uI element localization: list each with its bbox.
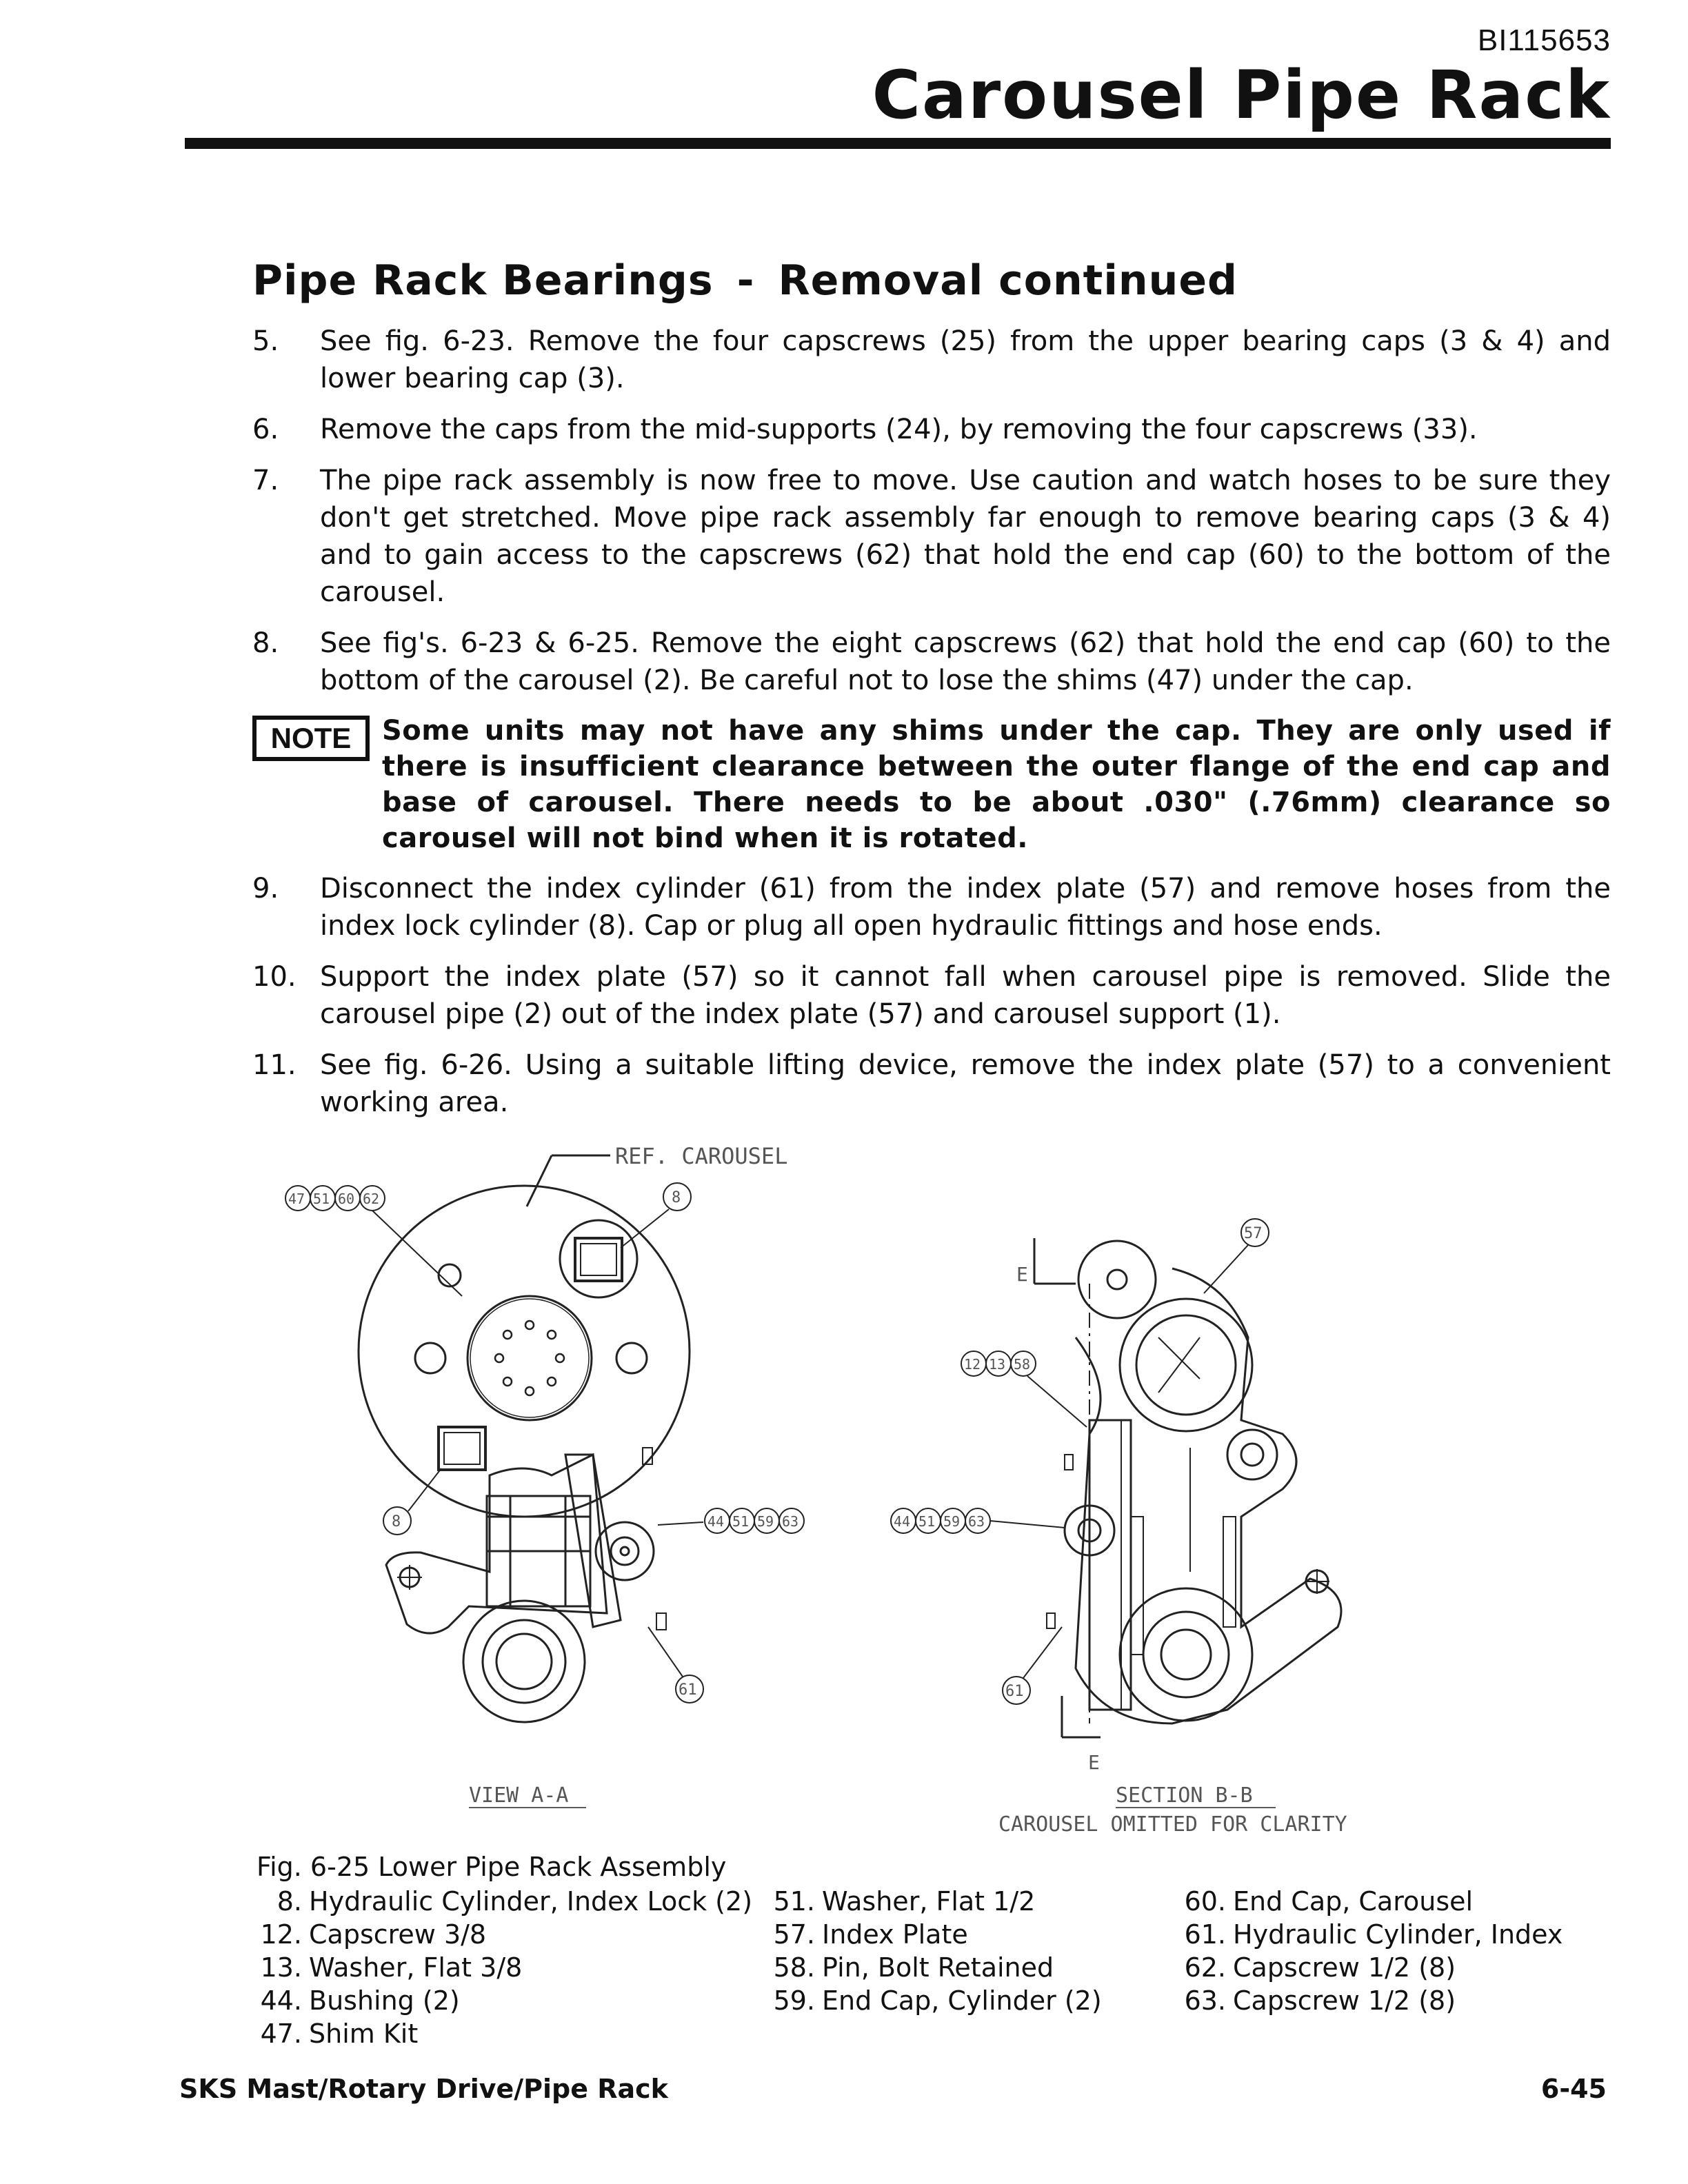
part-number: 12. (260, 1919, 302, 1950)
parts-item (770, 1918, 1102, 1951)
part-number: 62. (1184, 1952, 1226, 1983)
title-rule (185, 138, 1611, 149)
note-label: NOTE (252, 716, 370, 761)
step-number: 5. (252, 325, 279, 357)
callout-61-a: 61 (679, 1681, 697, 1699)
part-number: 57. (773, 1919, 815, 1950)
procedure-steps (252, 323, 1611, 1135)
callout-8-top: 8 (672, 1189, 681, 1206)
parts-item (770, 1984, 1102, 2017)
section-heading-separator: - (736, 256, 755, 305)
parts-item (257, 1984, 752, 2017)
parts-item (1180, 1951, 1563, 1984)
part-desc: Capscrew 1/2 (8) (1233, 1985, 1456, 2016)
step-10 (252, 958, 1611, 1033)
callout-44: 44 (707, 1513, 725, 1530)
section-heading-left: Pipe Rack Bearings (252, 256, 714, 305)
view-a-drawing (285, 1143, 804, 1808)
parts-item (257, 1885, 752, 1918)
part-desc: Pin, Bolt Retained (822, 1952, 1054, 1983)
callout-63: 63 (968, 1513, 985, 1530)
section-b-label: SECTION B-B (1116, 1783, 1253, 1808)
parts-item (1180, 1984, 1563, 2017)
part-desc: Washer, Flat 3/8 (309, 1952, 523, 1983)
step-text: See fig's. 6-23 & 6-25. Remove the eight capscrews (62) that hold the end cap (60) to the bottom of the carousel (2). Be careful not to lose the shims (47) under the cap. (320, 627, 1611, 696)
step-number: 6. (252, 414, 279, 445)
callout-61-b: 61 (1005, 1683, 1024, 1700)
section-e-top: E (1016, 1263, 1028, 1286)
callout-58: 58 (1014, 1356, 1031, 1373)
parts-list-col-1 (257, 1885, 752, 2050)
step-number: 11. (252, 1049, 297, 1081)
note-text: Some units may not have any shims under the cap. They are only used if there is insufficient clearance between the outer flange of the end cap and base of carousel. There needs to be about .030" (.76mm) clearance so carousel will not bind when it is rotated. (382, 715, 1611, 854)
part-desc: Index Plate (822, 1919, 968, 1950)
step-number: 10. (252, 961, 297, 993)
step-text: Remove the caps from the mid-supports (24), by removing the four capscrews (33). (320, 414, 1478, 445)
callout-group-b2 (961, 1351, 1087, 1427)
step-5 (252, 323, 1611, 397)
section-heading-right: Removal continued (778, 256, 1238, 305)
part-desc: Washer, Flat 1/2 (822, 1886, 1036, 1917)
part-desc: Hydraulic Cylinder, Index Lock (2) (309, 1886, 753, 1917)
footer-page-number: 6-45 (1540, 2074, 1607, 2104)
step-text: Disconnect the index cylinder (61) from the index plate (57) and remove hoses from the index lock cylinder (8). Cap or plug all open hydraulic fittings and hose ends. (320, 873, 1611, 942)
callout-62: 62 (363, 1191, 380, 1207)
part-desc: Shim Kit (309, 2019, 419, 2049)
callout-group-a1 (285, 1186, 462, 1296)
part-number: 8. (277, 1886, 302, 1917)
technical-drawing (262, 1131, 1379, 1841)
part-desc: Hydraulic Cylinder, Index (1233, 1919, 1563, 1950)
parts-item (257, 2017, 752, 2050)
parts-item (1180, 1918, 1563, 1951)
parts-item (770, 1885, 1102, 1918)
page-title: Carousel Pipe Rack (872, 57, 1611, 134)
part-number: 60. (1184, 1886, 1226, 1917)
step-8 (252, 625, 1611, 699)
part-desc: Bushing (2) (309, 1985, 460, 2016)
parts-item (1180, 1885, 1563, 1918)
part-number: 63. (1184, 1985, 1226, 2016)
callout-63: 63 (782, 1513, 799, 1530)
part-number: 13. (260, 1952, 302, 1983)
figure-caption: Fig. 6-25 Lower Pipe Rack Assembly (257, 1852, 727, 1882)
callout-12: 12 (964, 1356, 981, 1373)
step-9 (252, 870, 1611, 944)
part-number: 47. (260, 2019, 302, 2049)
callout-47: 47 (288, 1191, 305, 1207)
section-b-drawing (891, 1219, 1347, 1837)
part-number: 61. (1184, 1919, 1226, 1950)
section-heading (252, 256, 1238, 305)
part-number: 58. (773, 1952, 815, 1983)
part-number: 51. (773, 1886, 815, 1917)
callout-57: 57 (1244, 1225, 1263, 1242)
part-desc: Capscrew 3/8 (309, 1919, 487, 1950)
step-text: See fig. 6-26. Using a suitable lifting device, remove the index plate (57) to a convenient working area. (320, 1049, 1611, 1118)
parts-item (257, 1951, 752, 1984)
callout-60: 60 (338, 1191, 355, 1207)
step-text: See fig. 6-23. Remove the four capscrews (25) from the upper bearing caps (3 & 4) and lower bearing cap (3). (320, 325, 1611, 394)
step-6 (252, 411, 1611, 448)
parts-item (257, 1918, 752, 1951)
step-7 (252, 462, 1611, 611)
part-desc: Capscrew 1/2 (8) (1233, 1952, 1456, 1983)
section-b-sublabel: CAROUSEL OMITTED FOR CLARITY (998, 1812, 1347, 1837)
section-e-bottom: E (1088, 1751, 1100, 1774)
step-11 (252, 1046, 1611, 1121)
callout-51: 51 (918, 1513, 936, 1530)
callout-59: 59 (757, 1513, 774, 1530)
part-desc: End Cap, Cylinder (2) (822, 1985, 1102, 2016)
callout-44: 44 (894, 1513, 911, 1530)
figure-lower-pipe-rack (262, 1131, 1379, 1841)
part-number: 59. (773, 1985, 815, 2016)
doc-id: BI115653 (1477, 23, 1611, 57)
ref-carousel-label: REF. CAROUSEL (615, 1143, 788, 1169)
callout-13: 13 (989, 1356, 1006, 1373)
step-number: 8. (252, 627, 279, 659)
callout-51: 51 (732, 1513, 750, 1530)
note-block (252, 713, 1611, 856)
callout-59: 59 (943, 1513, 961, 1530)
part-desc: End Cap, Carousel (1233, 1886, 1474, 1917)
callout-group-b3 (891, 1508, 1065, 1533)
step-text: Support the index plate (57) so it cannot fall when carousel pipe is removed. Slide the carousel pipe (2) out of the index plate (57) and carousel support (1). (320, 961, 1611, 1030)
parts-list-col-2 (770, 1885, 1102, 2017)
part-number: 44. (260, 1985, 302, 2016)
step-text: The pipe rack assembly is now free to move. Use caution and watch hoses to be sure they don't get stretched. Move pipe rack assembly far enough to remove bearing caps (3 & 4) and to gain access to the capscrews (62) that hold the end cap (60) to the bottom of the carousel. (320, 465, 1611, 608)
footer-manual-title: SKS Mast/Rotary Drive/Pipe Rack (179, 2074, 668, 2104)
callout-51: 51 (313, 1191, 330, 1207)
parts-item (770, 1951, 1102, 1984)
view-a-label: VIEW A-A (469, 1783, 569, 1808)
step-number: 7. (252, 465, 279, 496)
callout-group-a4 (705, 1508, 804, 1533)
parts-list-col-3 (1180, 1885, 1563, 2017)
callout-8-left: 8 (392, 1513, 401, 1530)
step-number: 9. (252, 873, 279, 904)
